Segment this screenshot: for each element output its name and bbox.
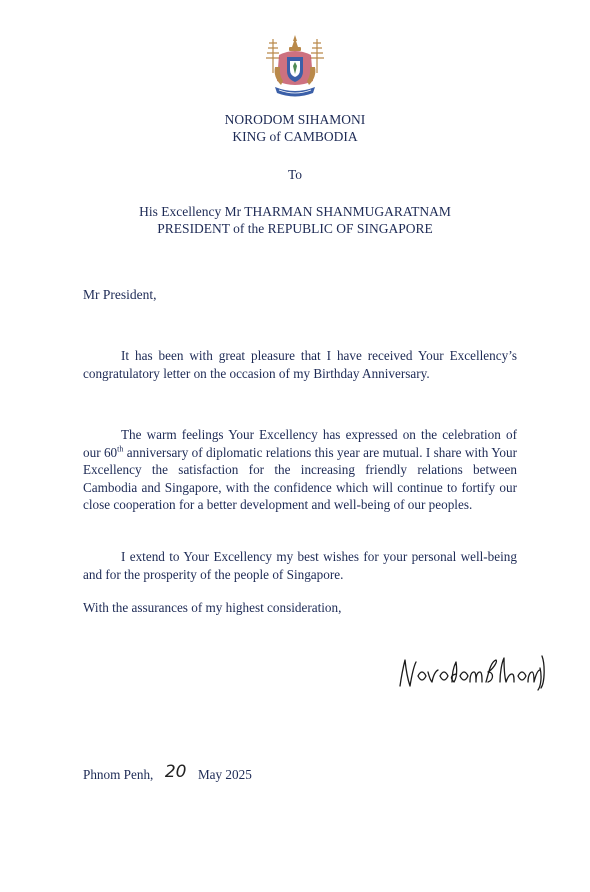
sender-name: NORODOM SIHAMONI	[224, 112, 366, 127]
dateline-place: Phnom Penh,	[83, 767, 154, 782]
recipient-name: His Excellency Mr THARMAN SHANMUGARATNAM	[139, 204, 451, 219]
dateline-day: 20	[164, 762, 187, 782]
salutation: Mr President,	[83, 287, 157, 302]
paragraph-2-part-1: The warm feelings Your Excellency has expressed on the celebration of our 60	[83, 427, 517, 460]
royal-arms-icon	[261, 33, 329, 101]
ordinal-suffix: th	[117, 444, 124, 454]
closing-line: With the assurances of my highest consideration,	[83, 600, 342, 615]
paragraph-2-part-2: anniversary of diplomatic relations this year are mutual. I share with Your Excellency the satisfaction for the increasing friendly relations between Cambodia and Singapore, with the confidence which will continue to fortify our close cooperation for a better development and well-being of our peoples.	[83, 444, 517, 512]
signature	[396, 652, 546, 692]
sender-title: KING of CAMBODIA	[232, 129, 358, 144]
paragraph-1: It has been with great pleasure that I have received Your Excellency’s congratulatory letter on the occasion of my Birthday Anniversary.	[83, 348, 517, 381]
paragraph-2	[83, 426, 517, 514]
paragraph-3: I extend to Your Excellency my best wishes for your personal well-being and for the prosperity of the people of Singapore.	[83, 549, 517, 582]
recipient-title: PRESIDENT of the REPUBLIC OF SINGAPORE	[157, 221, 433, 236]
dateline	[83, 764, 252, 784]
to-label: To	[287, 167, 303, 182]
dateline-month-year: May 2025	[197, 767, 252, 782]
